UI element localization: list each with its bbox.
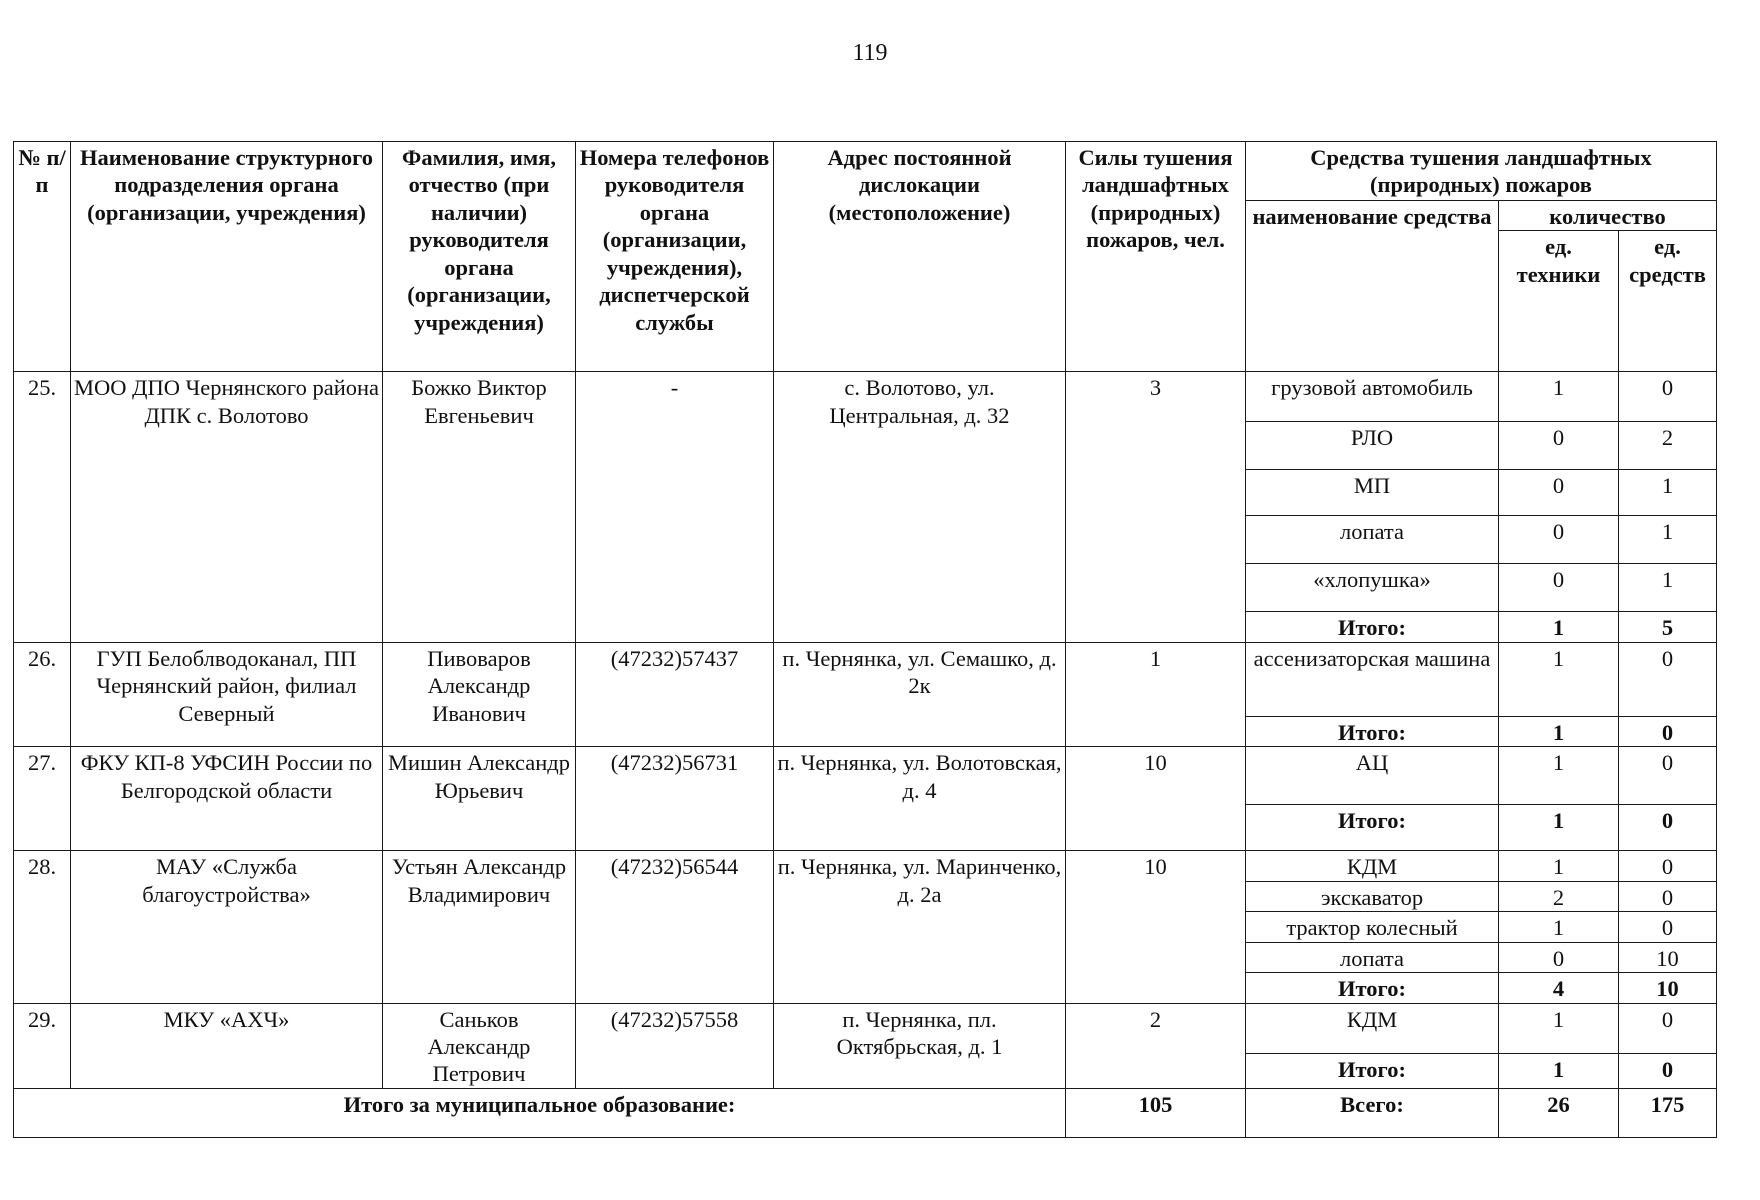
ed-tech: 0 — [1499, 516, 1619, 564]
forces-count: 1 — [1066, 642, 1246, 746]
address: п. Чернянка, ул. Семашко, д. 2к — [774, 642, 1066, 746]
page-number: 119 — [852, 40, 888, 66]
ed-tech: 1 — [1499, 642, 1619, 716]
phone: (47232)56731 — [576, 747, 774, 851]
grand-total-label: Итого за муниципальное образование: — [14, 1088, 1066, 1137]
forces-count: 10 — [1066, 747, 1246, 851]
means-name: лопата — [1246, 942, 1499, 972]
header-qty: количество — [1499, 201, 1717, 231]
ed-sredstv: 1 — [1619, 516, 1717, 564]
subtotal-tech: 1 — [1499, 612, 1619, 642]
address: п. Чернянка, ул. Волотовская, д. 4 — [774, 747, 1066, 851]
header-ed-tech: ед. техники — [1499, 231, 1619, 372]
header-ed-sredstv: ед. средств — [1619, 231, 1717, 372]
grand-total-row — [14, 1088, 1717, 1137]
forces-count: 10 — [1066, 851, 1246, 1003]
ed-tech: 1 — [1499, 372, 1619, 422]
means-name: ассенизаторская машина — [1246, 642, 1499, 716]
ed-sredstv: 1 — [1619, 564, 1717, 612]
header-fio: Фамилия, имя, отчество (при наличии) руководителя органа (организации, учреждения) — [383, 142, 576, 372]
head-fio: Мишин Александр Юрьевич — [383, 747, 576, 851]
row-num: 27. — [14, 747, 71, 851]
phone: - — [576, 372, 774, 642]
means-name: лопата — [1246, 516, 1499, 564]
phone: (47232)57558 — [576, 1003, 774, 1088]
ed-sredstv: 1 — [1619, 470, 1717, 516]
row-num: 26. — [14, 642, 71, 746]
means-name: РЛО — [1246, 422, 1499, 470]
ed-tech: 0 — [1499, 422, 1619, 470]
org-name: ГУП Белоблводоканал, ПП Чернянский район, филиал Северный — [71, 642, 383, 746]
address: с. Волотово, ул. Центральная, д. 32 — [774, 372, 1066, 642]
head-fio: Саньков Александр Петрович — [383, 1003, 576, 1088]
subtotal-label: Итого: — [1246, 1053, 1499, 1088]
subtotal-label: Итого: — [1246, 973, 1499, 1003]
org-name: МКУ «АХЧ» — [71, 1003, 383, 1088]
header-means-name: наименование средства — [1246, 201, 1499, 372]
ed-tech: 2 — [1499, 881, 1619, 911]
ed-sredstv: 0 — [1619, 1003, 1717, 1053]
ed-sredstv: 0 — [1619, 372, 1717, 422]
phone: (47232)57437 — [576, 642, 774, 746]
ed-sredstv: 0 — [1619, 642, 1717, 716]
subtotal-means: 10 — [1619, 973, 1717, 1003]
grand-total-means: 175 — [1619, 1088, 1717, 1137]
ed-tech: 1 — [1499, 1003, 1619, 1053]
subtotal-tech: 1 — [1499, 1053, 1619, 1088]
means-name: АЦ — [1246, 747, 1499, 805]
means-name: трактор колесный — [1246, 912, 1499, 942]
address: п. Чернянка, ул. Маринченко, д. 2а — [774, 851, 1066, 1003]
ed-tech: 1 — [1499, 912, 1619, 942]
subtotal-label: Итого: — [1246, 612, 1499, 642]
ed-sredstv: 10 — [1619, 942, 1717, 972]
grand-total-forces: 105 — [1066, 1088, 1246, 1137]
table-row — [14, 642, 1717, 716]
subtotal-tech: 1 — [1499, 716, 1619, 746]
subtotal-means: 0 — [1619, 1053, 1717, 1088]
org-name: ФКУ КП-8 УФСИН России по Белгородской области — [71, 747, 383, 851]
subtotal-label: Итого: — [1246, 805, 1499, 851]
header-address: Адрес постоянной дислокации (местоположение) — [774, 142, 1066, 372]
row-num: 28. — [14, 851, 71, 1003]
ed-tech: 0 — [1499, 470, 1619, 516]
means-name: грузовой автомобиль — [1246, 372, 1499, 422]
ed-sredstv: 2 — [1619, 422, 1717, 470]
ed-sredstv: 0 — [1619, 912, 1717, 942]
header-means: Средства тушения ландшафтных (природных) пожаров — [1246, 142, 1717, 201]
ed-sredstv: 0 — [1619, 881, 1717, 911]
subtotal-tech: 4 — [1499, 973, 1619, 1003]
ed-sredstv: 0 — [1619, 851, 1717, 881]
ed-tech: 0 — [1499, 942, 1619, 972]
row-num: 25. — [14, 372, 71, 642]
head-fio: Устьян Александр Владимирович — [383, 851, 576, 1003]
header-row — [14, 142, 1717, 201]
table-body — [14, 142, 1717, 1138]
phone: (47232)56544 — [576, 851, 774, 1003]
ed-tech: 1 — [1499, 747, 1619, 805]
table-row — [14, 372, 1717, 422]
means-name: КДМ — [1246, 1003, 1499, 1053]
fire-means-table — [13, 141, 1717, 1138]
address: п. Чернянка, пл. Октябрьская, д. 1 — [774, 1003, 1066, 1088]
header-num: № п/п — [14, 142, 71, 372]
grand-total-tech: 26 — [1499, 1088, 1619, 1137]
ed-tech: 0 — [1499, 564, 1619, 612]
header-org-name: Наименование структурного подразделения органа (организации, учреждения) — [71, 142, 383, 372]
grand-total-vsego-label: Всего: — [1246, 1088, 1499, 1137]
ed-sredstv: 0 — [1619, 747, 1717, 805]
org-name: МАУ «Служба благоустройства» — [71, 851, 383, 1003]
means-name: МП — [1246, 470, 1499, 516]
subtotal-means: 0 — [1619, 805, 1717, 851]
subtotal-label: Итого: — [1246, 716, 1499, 746]
head-fio: Божко Виктор Евгеньевич — [383, 372, 576, 642]
means-name: экскаватор — [1246, 881, 1499, 911]
means-name: «хлопушка» — [1246, 564, 1499, 612]
forces-count: 2 — [1066, 1003, 1246, 1088]
subtotal-means: 0 — [1619, 716, 1717, 746]
org-name: МОО ДПО Чернянского района ДПК с. Волотово — [71, 372, 383, 642]
table-row — [14, 851, 1717, 881]
head-fio: Пивоваров Александр Иванович — [383, 642, 576, 746]
forces-count: 3 — [1066, 372, 1246, 642]
ed-tech: 1 — [1499, 851, 1619, 881]
row-num: 29. — [14, 1003, 71, 1088]
subtotal-means: 5 — [1619, 612, 1717, 642]
header-forces: Силы тушения ландшафтных (природных) пожаров, чел. — [1066, 142, 1246, 372]
subtotal-tech: 1 — [1499, 805, 1619, 851]
table-row — [14, 1003, 1717, 1053]
header-phone: Номера телефонов руководителя органа (организации, учреждения), диспетчерской службы — [576, 142, 774, 372]
means-name: КДМ — [1246, 851, 1499, 881]
table-row — [14, 747, 1717, 805]
